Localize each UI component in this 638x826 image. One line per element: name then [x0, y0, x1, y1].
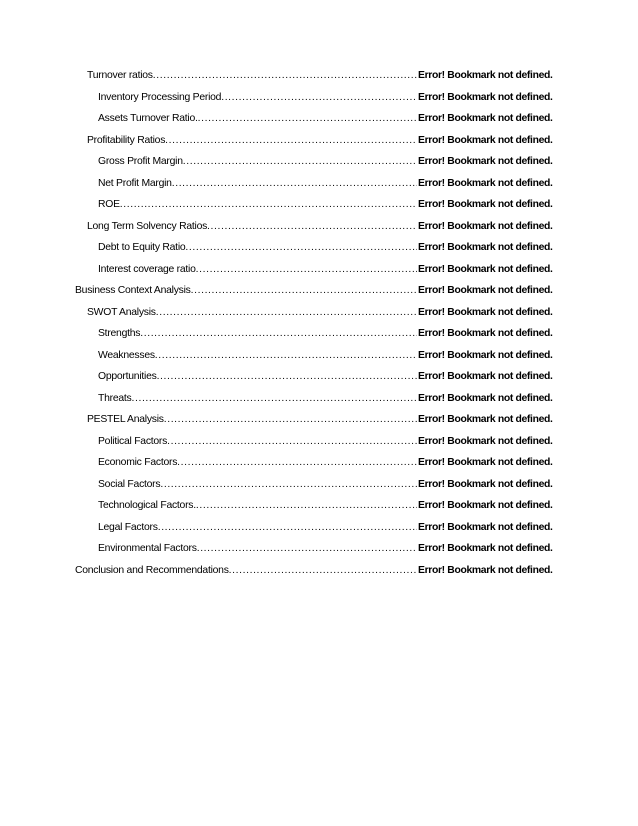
toc-entry-row — [87, 135, 638, 146]
toc-dot-leader — [198, 113, 417, 124]
toc-entry[interactable] — [0, 328, 638, 350]
toc-entry-page-ref: Error! Bookmark not defined. — [418, 306, 553, 318]
toc-entry-row — [98, 371, 638, 382]
toc-entry[interactable] — [0, 178, 638, 200]
toc-dot-leader — [157, 371, 417, 382]
toc-dot-leader — [153, 70, 417, 81]
toc-entry-row — [98, 113, 638, 124]
toc-entry-page-ref: Error! Bookmark not defined. — [418, 242, 553, 253]
toc-entry-page-ref: Error! Bookmark not defined. — [418, 177, 553, 189]
table-of-contents — [0, 70, 638, 586]
toc-entry-title: Environmental Factors — [98, 543, 197, 554]
toc-dot-leader — [185, 242, 417, 253]
toc-entry-page-ref: Error! Bookmark not defined. — [418, 392, 553, 404]
toc-entry-title: Assets Turnover Ratio. — [98, 113, 198, 124]
toc-entry-page-ref: Error! Bookmark not defined. — [418, 199, 553, 210]
toc-dot-leader — [191, 285, 417, 296]
toc-entry-row — [98, 350, 638, 361]
toc-entry-title: Technological Factors. — [98, 500, 196, 511]
toc-entry-row — [87, 70, 638, 81]
toc-entry-row — [87, 414, 638, 425]
toc-entry[interactable] — [0, 199, 638, 221]
toc-entry-row — [98, 522, 638, 533]
toc-entry-title: Business Context Analysis — [75, 285, 191, 296]
toc-entry-page-ref: Error! Bookmark not defined. — [418, 457, 553, 468]
toc-entry-page-ref: Error! Bookmark not defined. — [418, 521, 553, 533]
toc-entry-title: Social Factors — [98, 478, 161, 490]
toc-entry-page-ref: Error! Bookmark not defined. — [418, 371, 553, 382]
toc-entry-title: Political Factors — [98, 435, 168, 447]
toc-entry[interactable] — [0, 92, 638, 114]
toc-entry-row — [98, 92, 638, 103]
toc-entry-row — [98, 457, 638, 468]
toc-dot-leader — [165, 135, 417, 146]
toc-entry[interactable] — [0, 307, 638, 329]
toc-entry[interactable] — [0, 479, 638, 501]
toc-dot-leader — [172, 178, 417, 189]
toc-entry[interactable] — [0, 285, 638, 307]
toc-entry-row — [87, 307, 638, 318]
toc-dot-leader — [221, 92, 417, 103]
toc-entry[interactable] — [0, 522, 638, 544]
toc-entry-title: Interest coverage ratio — [98, 263, 196, 275]
toc-entry-page-ref: Error! Bookmark not defined. — [418, 113, 553, 124]
toc-entry[interactable] — [0, 113, 638, 135]
toc-entry-page-ref: Error! Bookmark not defined. — [418, 263, 553, 275]
toc-entry-row — [87, 221, 638, 232]
toc-entry-title: Turnover ratios — [87, 70, 153, 81]
toc-entry-title: Opportunities — [98, 371, 157, 382]
toc-dot-leader — [140, 328, 417, 339]
toc-entry-page-ref: Error! Bookmark not defined. — [418, 564, 553, 576]
toc-entry-title: Legal Factors — [98, 521, 158, 533]
toc-entry-page-ref: Error! Bookmark not defined. — [418, 478, 553, 490]
toc-entry[interactable] — [0, 350, 638, 372]
toc-entry-page-ref: Error! Bookmark not defined. — [418, 220, 553, 232]
toc-entry[interactable] — [0, 457, 638, 479]
toc-entry-title: Conclusion and Recommendations — [75, 564, 229, 576]
toc-entry[interactable] — [0, 565, 638, 587]
toc-entry-page-ref: Error! Bookmark not defined. — [418, 285, 553, 296]
toc-dot-leader — [131, 393, 417, 404]
toc-dot-leader — [156, 307, 417, 318]
toc-dot-leader — [196, 500, 417, 511]
toc-entry-page-ref: Error! Bookmark not defined. — [418, 70, 553, 81]
toc-entry-title: Debt to Equity Ratio — [98, 242, 186, 253]
toc-entry-title: Threats — [98, 392, 132, 404]
toc-entry-page-ref: Error! Bookmark not defined. — [418, 500, 553, 511]
toc-dot-leader — [183, 156, 417, 167]
toc-dot-leader — [120, 199, 417, 210]
toc-entry-row — [98, 199, 638, 210]
toc-entry[interactable] — [0, 242, 638, 264]
toc-entry-page-ref: Error! Bookmark not defined. — [418, 349, 553, 361]
toc-dot-leader — [167, 436, 417, 447]
toc-entry-title: Strengths — [98, 328, 141, 339]
toc-entry-row — [98, 479, 638, 490]
toc-entry[interactable] — [0, 135, 638, 157]
toc-entry-page-ref: Error! Bookmark not defined. — [418, 543, 553, 554]
toc-dot-leader — [207, 221, 417, 232]
toc-entry[interactable] — [0, 221, 638, 243]
toc-entry-title: ROE — [98, 199, 120, 210]
toc-entry-title: Economic Factors — [98, 457, 178, 468]
toc-entry-title: Weaknesses — [98, 349, 155, 361]
toc-entry-title: SWOT Analysis — [87, 306, 156, 318]
toc-dot-leader — [164, 414, 417, 425]
toc-entry-page-ref: Error! Bookmark not defined. — [418, 328, 553, 339]
toc-entry-row — [75, 565, 638, 576]
toc-dot-leader — [196, 264, 417, 275]
toc-entry-page-ref: Error! Bookmark not defined. — [418, 435, 553, 447]
toc-entry[interactable] — [0, 436, 638, 458]
toc-entry-title: Net Profit Margin — [98, 177, 172, 189]
toc-dot-leader — [155, 350, 417, 361]
toc-entry-title: Inventory Processing Period — [98, 91, 222, 103]
toc-entry-row — [98, 436, 638, 447]
toc-entry-page-ref: Error! Bookmark not defined. — [418, 414, 553, 425]
toc-entry-page-ref: Error! Bookmark not defined. — [418, 156, 553, 167]
toc-entry[interactable] — [0, 70, 638, 92]
toc-dot-leader — [160, 479, 417, 490]
toc-entry[interactable] — [0, 156, 638, 178]
toc-entry-row — [98, 264, 638, 275]
toc-entry-row — [98, 178, 638, 189]
toc-entry[interactable] — [0, 543, 638, 565]
toc-entry-row — [98, 500, 638, 511]
toc-entry[interactable] — [0, 414, 638, 436]
toc-entry[interactable] — [0, 371, 638, 393]
toc-dot-leader — [229, 565, 417, 576]
toc-entry[interactable] — [0, 393, 638, 415]
toc-entry-row — [98, 242, 638, 253]
toc-entry-title: PESTEL Analysis — [87, 414, 164, 425]
toc-entry-row — [98, 156, 638, 167]
toc-entry[interactable] — [0, 264, 638, 286]
toc-entry-title: Long Term Solvency Ratios — [87, 220, 208, 232]
toc-dot-leader — [197, 543, 417, 554]
toc-entry-title: Profitability Ratios — [87, 134, 166, 146]
toc-entry-row — [98, 328, 638, 339]
toc-entry-title: Gross Profit Margin — [98, 156, 183, 167]
toc-entry-row — [98, 543, 638, 554]
toc-entry-page-ref: Error! Bookmark not defined. — [418, 134, 553, 146]
toc-dot-leader — [158, 522, 417, 533]
toc-entry-row — [75, 285, 638, 296]
toc-entry-row — [98, 393, 638, 404]
toc-dot-leader — [177, 457, 417, 468]
toc-entry-page-ref: Error! Bookmark not defined. — [418, 91, 553, 103]
toc-entry[interactable] — [0, 500, 638, 522]
